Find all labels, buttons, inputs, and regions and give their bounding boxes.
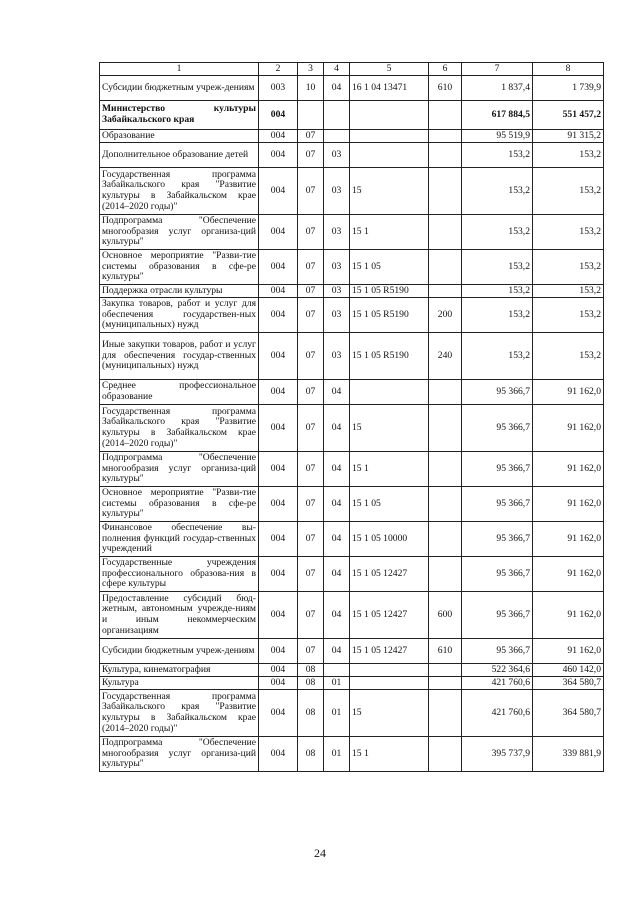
amount-2019: 95 366,7 <box>462 592 533 639</box>
amount-2019: 95 366,7 <box>462 639 533 664</box>
amount-2020: 91 162,0 <box>533 592 604 639</box>
code-section: 08 <box>298 737 324 772</box>
code-admin: 004 <box>259 298 298 333</box>
code-expense-type <box>429 380 462 405</box>
amount-2019: 95 366,7 <box>462 452 533 487</box>
amount-2019: 95 366,7 <box>462 380 533 405</box>
row-name: Финансовое обеспечение вы-полнения функций государ-ственных учреждений <box>100 522 259 557</box>
code-expense-type: 200 <box>429 298 462 333</box>
code-admin: 004 <box>259 285 298 298</box>
code-expense-type <box>429 487 462 522</box>
code-subsection: 04 <box>324 405 350 452</box>
amount-2019: 617 884,5 <box>462 101 533 130</box>
code-admin: 004 <box>259 690 298 737</box>
code-target: 15 1 05 12427 <box>350 592 429 639</box>
table-row <box>100 677 604 690</box>
code-subsection: 04 <box>324 452 350 487</box>
code-target <box>350 664 429 677</box>
code-expense-type <box>429 168 462 215</box>
amount-2019: 421 760,6 <box>462 677 533 690</box>
table-row <box>100 250 604 285</box>
amount-2019: 95 366,7 <box>462 522 533 557</box>
table-row <box>100 380 604 405</box>
code-expense-type <box>429 130 462 143</box>
amount-2019: 153,2 <box>462 168 533 215</box>
code-expense-type <box>429 250 462 285</box>
row-name: Субсидии бюджетным учреж-дениям <box>100 639 259 664</box>
column-header: 8 <box>533 63 604 76</box>
amount-2020: 153,2 <box>533 333 604 380</box>
row-name: Подпрограмма "Обеспечение многообразия услуг организа-ций культуры" <box>100 452 259 487</box>
code-admin: 004 <box>259 592 298 639</box>
code-target: 15 1 <box>350 215 429 250</box>
code-subsection: 01 <box>324 690 350 737</box>
amount-2019: 95 366,7 <box>462 557 533 592</box>
code-target: 15 <box>350 405 429 452</box>
code-admin: 004 <box>259 380 298 405</box>
amount-2019: 153,2 <box>462 250 533 285</box>
amount-2019: 153,2 <box>462 333 533 380</box>
table-row <box>100 664 604 677</box>
amount-2020: 153,2 <box>533 168 604 215</box>
code-target: 15 1 <box>350 737 429 772</box>
code-target: 15 1 <box>350 452 429 487</box>
row-name: Образование <box>100 130 259 143</box>
code-admin: 004 <box>259 168 298 215</box>
code-target: 15 1 05 R5190 <box>350 298 429 333</box>
amount-2020: 91 162,0 <box>533 380 604 405</box>
code-subsection <box>324 130 350 143</box>
row-name: Основное мероприятие "Разви-тие системы образования в сфе-ре культуры" <box>100 250 259 285</box>
amount-2019: 522 364,6 <box>462 664 533 677</box>
code-subsection: 03 <box>324 168 350 215</box>
code-target: 15 1 05 12427 <box>350 639 429 664</box>
code-target <box>350 130 429 143</box>
column-header: 6 <box>429 63 462 76</box>
code-section: 07 <box>298 298 324 333</box>
code-expense-type: 600 <box>429 592 462 639</box>
table-row <box>100 690 604 737</box>
table-row <box>100 130 604 143</box>
code-admin: 004 <box>259 522 298 557</box>
code-subsection: 04 <box>324 592 350 639</box>
amount-2020: 91 162,0 <box>533 452 604 487</box>
code-section: 08 <box>298 664 324 677</box>
code-admin: 004 <box>259 737 298 772</box>
amount-2020: 153,2 <box>533 250 604 285</box>
code-expense-type <box>429 215 462 250</box>
amount-2019: 95 366,7 <box>462 405 533 452</box>
row-name: Предоставление субсидий бюд-жетным, автономным учрежде-ниям и иным некоммерческим организациям <box>100 592 259 639</box>
code-subsection: 04 <box>324 557 350 592</box>
row-name: Дополнительное образование детей <box>100 143 259 168</box>
code-subsection: 01 <box>324 737 350 772</box>
code-expense-type <box>429 677 462 690</box>
code-expense-type: 610 <box>429 76 462 101</box>
code-expense-type <box>429 690 462 737</box>
code-target: 15 1 05 10000 <box>350 522 429 557</box>
code-expense-type <box>429 522 462 557</box>
code-subsection: 03 <box>324 215 350 250</box>
code-section: 07 <box>298 333 324 380</box>
amount-2019: 1 837,4 <box>462 76 533 101</box>
code-section: 07 <box>298 143 324 168</box>
code-subsection: 04 <box>324 487 350 522</box>
column-header: 1 <box>100 63 259 76</box>
code-expense-type <box>429 101 462 130</box>
table-row <box>100 452 604 487</box>
table-row <box>100 168 604 215</box>
amount-2020: 91 162,0 <box>533 639 604 664</box>
row-name: Иные закупки товаров, работ и услуг для обеспечения государ-ственных (муниципальных) нужд <box>100 333 259 380</box>
amount-2020: 153,2 <box>533 285 604 298</box>
table-row <box>100 298 604 333</box>
row-name: Среднее профессиональное образование <box>100 380 259 405</box>
code-admin: 004 <box>259 333 298 380</box>
amount-2020: 91 162,0 <box>533 487 604 522</box>
code-section: 07 <box>298 592 324 639</box>
amount-2020: 551 457,2 <box>533 101 604 130</box>
column-header: 2 <box>259 63 298 76</box>
code-section: 07 <box>298 130 324 143</box>
code-subsection: 01 <box>324 677 350 690</box>
code-admin: 003 <box>259 76 298 101</box>
code-admin: 004 <box>259 250 298 285</box>
code-section: 07 <box>298 639 324 664</box>
code-target <box>350 380 429 405</box>
amount-2020: 339 881,9 <box>533 737 604 772</box>
table-row <box>100 639 604 664</box>
code-admin: 004 <box>259 677 298 690</box>
row-name: Поддержка отрасли культуры <box>100 285 259 298</box>
code-admin: 004 <box>259 452 298 487</box>
code-section <box>298 101 324 130</box>
code-target: 15 1 05 <box>350 250 429 285</box>
code-subsection <box>324 664 350 677</box>
page-number: 24 <box>314 846 326 860</box>
amount-2020: 364 580,7 <box>533 690 604 737</box>
row-name: Субсидии бюджетным учреж-дениям <box>100 76 259 101</box>
amount-2019: 153,2 <box>462 298 533 333</box>
code-subsection: 04 <box>324 522 350 557</box>
code-target: 15 1 05 R5190 <box>350 285 429 298</box>
code-target <box>350 101 429 130</box>
amount-2019: 395 737,9 <box>462 737 533 772</box>
code-subsection: 03 <box>324 333 350 380</box>
column-header: 5 <box>350 63 429 76</box>
amount-2019: 95 519,9 <box>462 130 533 143</box>
amount-2020: 91 315,2 <box>533 130 604 143</box>
amount-2019: 95 366,7 <box>462 487 533 522</box>
amount-2020: 153,2 <box>533 215 604 250</box>
code-section: 07 <box>298 522 324 557</box>
column-header: 4 <box>324 63 350 76</box>
row-name: Государственные учреждения профессионального образова-ния в сфере культуры <box>100 557 259 592</box>
code-expense-type <box>429 737 462 772</box>
code-section: 07 <box>298 487 324 522</box>
code-section: 08 <box>298 677 324 690</box>
code-subsection: 03 <box>324 250 350 285</box>
code-expense-type <box>429 405 462 452</box>
code-subsection: 04 <box>324 639 350 664</box>
row-name: Культура, кинематография <box>100 664 259 677</box>
code-target <box>350 143 429 168</box>
row-name: Государственная программа Забайкальского края "Развитие культуры в Забайкальском крае (2014–2020 годы)" <box>100 168 259 215</box>
table-row <box>100 285 604 298</box>
row-name: Культура <box>100 677 259 690</box>
amount-2020: 91 162,0 <box>533 522 604 557</box>
code-expense-type <box>429 664 462 677</box>
amount-2020: 153,2 <box>533 143 604 168</box>
amount-2020: 91 162,0 <box>533 405 604 452</box>
code-admin: 004 <box>259 405 298 452</box>
code-target: 15 <box>350 690 429 737</box>
code-target: 16 1 04 13471 <box>350 76 429 101</box>
table-row <box>100 143 604 168</box>
amount-2020: 364 580,7 <box>533 677 604 690</box>
code-subsection: 03 <box>324 143 350 168</box>
row-name: Подпрограмма "Обеспечение многообразия услуг организа-ций культуры" <box>100 215 259 250</box>
code-section: 07 <box>298 250 324 285</box>
table-row <box>100 487 604 522</box>
code-section: 07 <box>298 380 324 405</box>
code-subsection <box>324 101 350 130</box>
table-row <box>100 405 604 452</box>
code-expense-type <box>429 557 462 592</box>
code-subsection: 04 <box>324 380 350 405</box>
amount-2020: 153,2 <box>533 298 604 333</box>
code-subsection: 04 <box>324 76 350 101</box>
code-expense-type: 610 <box>429 639 462 664</box>
code-expense-type <box>429 285 462 298</box>
amount-2019: 153,2 <box>462 143 533 168</box>
code-target: 15 <box>350 168 429 215</box>
code-subsection: 03 <box>324 285 350 298</box>
code-admin: 004 <box>259 101 298 130</box>
code-section: 07 <box>298 452 324 487</box>
code-admin: 004 <box>259 215 298 250</box>
table-body <box>100 63 604 772</box>
code-section: 07 <box>298 168 324 215</box>
code-section: 07 <box>298 215 324 250</box>
amount-2020: 460 142,0 <box>533 664 604 677</box>
code-target <box>350 677 429 690</box>
row-name: Основное мероприятие "Разви-тие системы образования в сфе-ре культуры" <box>100 487 259 522</box>
code-section: 07 <box>298 405 324 452</box>
row-name: Государственная программа Забайкальского края "Развитие культуры в Забайкальском крае (2014–2020 годы)" <box>100 405 259 452</box>
table-row <box>100 333 604 380</box>
code-expense-type: 240 <box>429 333 462 380</box>
row-name: Министерство культуры Забайкальского края <box>100 101 259 130</box>
column-header: 7 <box>462 63 533 76</box>
code-expense-type <box>429 143 462 168</box>
amount-2019: 153,2 <box>462 285 533 298</box>
amount-2020: 91 162,0 <box>533 557 604 592</box>
code-admin: 004 <box>259 143 298 168</box>
code-admin: 004 <box>259 664 298 677</box>
amount-2020: 1 739,9 <box>533 76 604 101</box>
row-name: Подпрограмма "Обеспечение многообразия услуг организа-ций культуры" <box>100 737 259 772</box>
header-row <box>100 63 604 76</box>
code-subsection: 03 <box>324 298 350 333</box>
code-target: 15 1 05 <box>350 487 429 522</box>
code-section: 07 <box>298 285 324 298</box>
budget-table <box>99 62 604 772</box>
table-row <box>100 215 604 250</box>
code-target: 15 1 05 R5190 <box>350 333 429 380</box>
code-section: 10 <box>298 76 324 101</box>
amount-2019: 153,2 <box>462 215 533 250</box>
code-admin: 004 <box>259 130 298 143</box>
row-name: Закупка товаров, работ и услуг для обеспечения государствен-ных (муниципальных) нужд <box>100 298 259 333</box>
table-row <box>100 522 604 557</box>
table-row <box>100 592 604 639</box>
amount-2019: 421 760,6 <box>462 690 533 737</box>
column-header: 3 <box>298 63 324 76</box>
code-target: 15 1 05 12427 <box>350 557 429 592</box>
table-row <box>100 101 604 130</box>
code-section: 07 <box>298 557 324 592</box>
code-admin: 004 <box>259 557 298 592</box>
table-row <box>100 76 604 101</box>
row-name: Государственная программа Забайкальского края "Развитие культуры в Забайкальском крае (2014–2020 годы)" <box>100 690 259 737</box>
table-row <box>100 557 604 592</box>
code-expense-type <box>429 452 462 487</box>
table-row <box>100 737 604 772</box>
code-admin: 004 <box>259 487 298 522</box>
code-admin: 004 <box>259 639 298 664</box>
code-section: 08 <box>298 690 324 737</box>
